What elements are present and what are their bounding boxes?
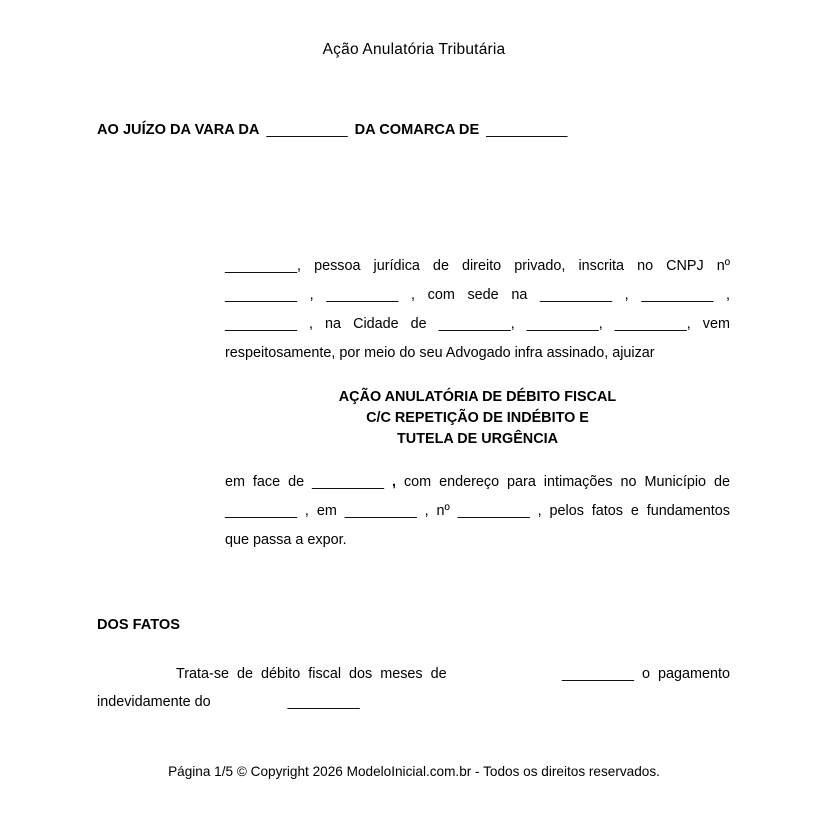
defendant-text-pre: em face de _________ <box>225 474 385 490</box>
addressee-line <box>97 122 730 138</box>
action-title-line: C/C REPETIÇÃO DE INDÉBITO E <box>366 410 589 426</box>
facts-text-right: _________ o pagamento <box>561 666 730 682</box>
action-title-heading <box>225 387 730 450</box>
addressee-text-1: AO JUÍZO DA VARA DA <box>97 122 260 138</box>
action-title-line: TUTELA DE URGÊNCIA <box>397 431 558 447</box>
paragraph-line: _________ , na Cidade de _________, _________, _________, vem <box>225 316 730 332</box>
page-footer: Página 1/5 © Copyright 2026 ModeloInicial.com.br - Todos os direitos reservados. <box>168 764 660 779</box>
facts-text-left-2: indevidamente do <box>97 694 211 710</box>
paragraph-line <box>225 468 730 497</box>
paragraph-line: _________ , em _________ , nº _________ , pelos fatos e fundamentos <box>225 503 730 519</box>
defendant-bold-comma: , <box>392 474 397 490</box>
paragraph-line <box>97 688 730 716</box>
addressee-text-2: DA COMARCA DE <box>354 122 480 138</box>
paragraph-line: _________, pessoa jurídica de direito privado, inscrita no CNPJ nº <box>225 258 730 274</box>
blank-field: __________ <box>266 122 348 138</box>
paragraph-line: _________ , _________ , com sede na _________ , _________ , <box>225 287 730 303</box>
blank-field: __________ <box>486 122 568 138</box>
action-title-line: AÇÃO ANULATÓRIA DE DÉBITO FISCAL <box>338 389 617 405</box>
facts-text-left: Trata-se de débito fiscal dos meses de <box>176 666 447 682</box>
paragraph-line <box>97 660 730 688</box>
section-heading-dos-fatos: DOS FATOS <box>97 617 180 633</box>
paragraph-line: que passa a expor. <box>225 532 347 548</box>
blank-field: _________ <box>287 694 360 710</box>
facts-paragraph <box>97 660 730 716</box>
qualification-paragraph <box>225 252 730 368</box>
page-title: Ação Anulatória Tributária <box>322 41 506 58</box>
defendant-text-post: com endereço para intimações no Município de <box>403 474 731 490</box>
defendant-paragraph <box>225 468 730 555</box>
paragraph-line: respeitosamente, por meio do seu Advogado infra assinado, ajuizar <box>225 345 655 361</box>
